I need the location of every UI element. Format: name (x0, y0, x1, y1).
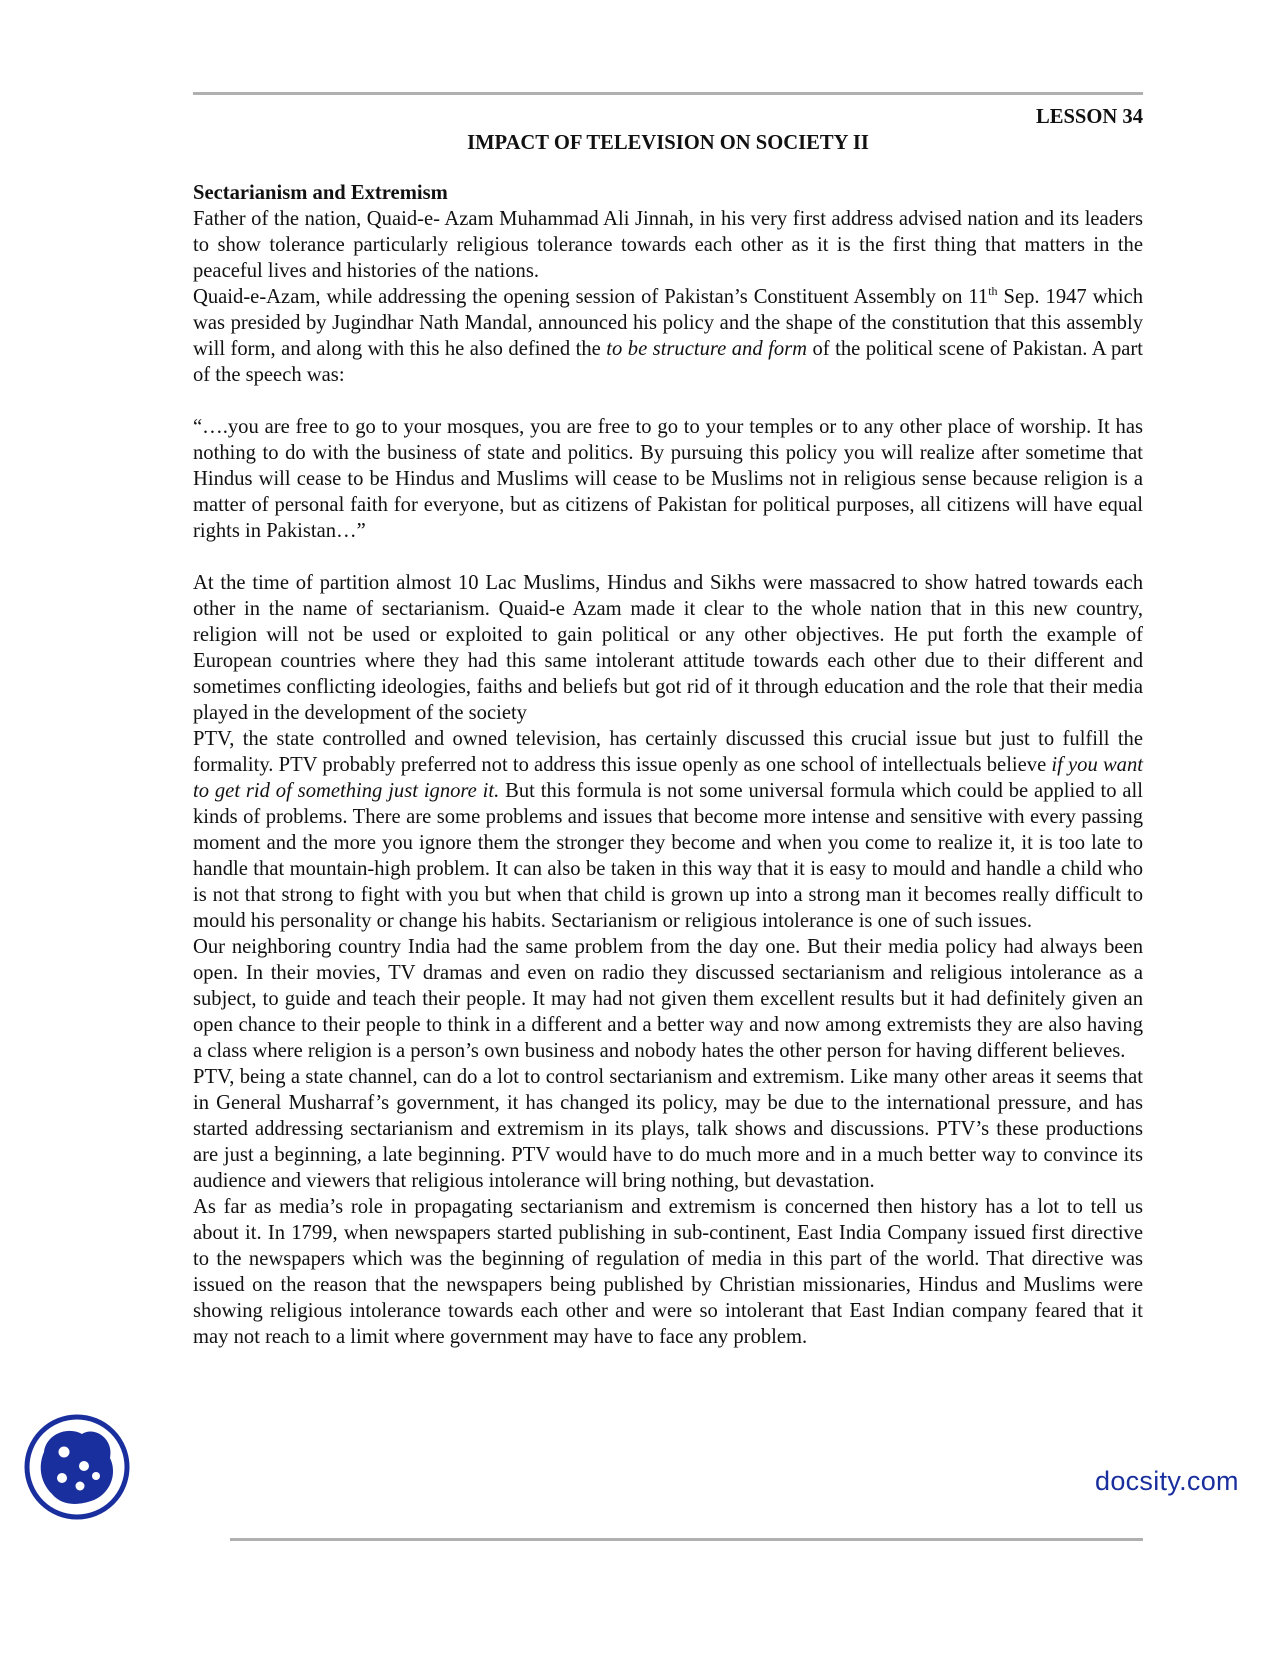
paragraph-3: At the time of partition almost 10 Lac Muslims, Hindus and Sikhs were massacred to show hatred towards each other in the name of sectarianism. Quaid-e Azam made it clear to the whole nation that in this new country, religion will not be used or exploited to gain political or any other objectives. He put forth the example of European countries where they had this same intolerant attitude towards each other due to their different and sometimes conflicting ideologies, faiths and beliefs but got rid of it through education and the role that their media played in the development of the society (193, 572, 1143, 724)
speech-quote: “….you are free to go to your mosques, you are free to go to your temples or to any other place of worship. It has nothing to do with the business of state and politics. By pursuing this policy you will realize after sometime that Hindus will cease to be Hindus and Muslims will cease to be Muslims not in religious sense because religion is a matter of personal faith for everyone, but as citizens of Pakistan for political purposes, all citizens will have equal rights in Pakistan…” (193, 416, 1143, 542)
paragraph-4: PTV, the state controlled and owned television, has certainly discussed this crucial issue but just to fulfill the formality. PTV probably preferred not to address this issue openly as one school of intellectuals believe if you want to get rid of something just ignore it. But this formula is not some universal formula which could be applied to all kinds of problems. There are some problems and issues that become more intense and sensitive with every passing moment and the more you ignore them the stronger they become and when you come to realize it, it is too late to handle that mountain-high problem. It can also be taken in this way that it is easy to mould and handle a child who is not that strong to fight with you but when that child is grown up into a strong man it becomes really difficult to mould his personality or change his habits. Sectarianism or religious intolerance is one of such issues. (193, 728, 1143, 932)
document-page (193, 100, 1143, 1350)
lesson-number: LESSON 34 (1035, 106, 1143, 128)
paragraph-2: Quaid-e-Azam, while addressing the opening session of Pakistan’s Constituent Assembly on 11th Sep. 1947 which was presided by Jugindhar Nath Mandal, announced his policy and the shape of the constitution that this assembly will form, and along with this he also defined the to be structure and form of the political scene of Pakistan. A part of the speech was: (193, 284, 1143, 386)
section-heading: Sectarianism and Extremism (193, 182, 448, 204)
paragraph-5: Our neighboring country India had the same problem from the day one. But their media policy had always been open. In their movies, TV dramas and even on radio they discussed sectarianism and religious intolerance as a subject, to guide and teach their people. It may had not given them excellent results but it had definitely given an open chance to their people to think in a different and a better way and now among extremists they are also having a class where religion is a person’s own business and nobody hates the other person for having different believes. (193, 936, 1143, 1062)
docsity-logo-icon[interactable] (22, 1412, 132, 1522)
paragraph-6: PTV, being a state channel, can do a lot to control sectarianism and extremism. Like many other areas it seems that in General Musharraf’s government, it has changed its policy, may be due to the international pressure, and has started addressing sectarianism and extremism in its plays, talk shows and discussions. PTV’s these productions are just a beginning, a late beginning. PTV would have to do much more and in a much better way to convince its audience and viewers that religious intolerance will bring nothing, but devastation. (193, 1066, 1143, 1192)
italic-phrase: to be structure and form (606, 338, 808, 360)
superscript-th: th (988, 284, 998, 299)
docsity-brand-link[interactable]: docsity.com (1095, 1466, 1239, 1496)
bottom-divider (230, 1538, 1143, 1541)
paragraph-7: As far as media’s role in propagating sectarianism and extremism is concerned then history has a lot to tell us about it. In 1799, when newspapers started publishing in sub-continent, East India Company issued first directive to the newspapers which was the beginning of regulation of media in this part of the world. That directive was issued on the reason that the newspapers being published by Christian missionaries, Hindus and Muslims were showing religious intolerance towards each other and were so intolerant that East Indian company feared that it may not reach to a limit where government may have to face any problem. (193, 1196, 1143, 1348)
paragraph-1: Father of the nation, Quaid-e- Azam Muhammad Ali Jinnah, in his very first address advised nation and its leaders to show tolerance particularly religious tolerance towards each other as it is the first thing that matters in the peaceful lives and histories of the nations. (193, 208, 1143, 282)
top-divider (193, 92, 1143, 95)
page-title: IMPACT OF TELEVISION ON SOCIETY II (467, 132, 869, 154)
italic-phrase: if you want to get rid of something just ignore it. (193, 754, 1143, 802)
